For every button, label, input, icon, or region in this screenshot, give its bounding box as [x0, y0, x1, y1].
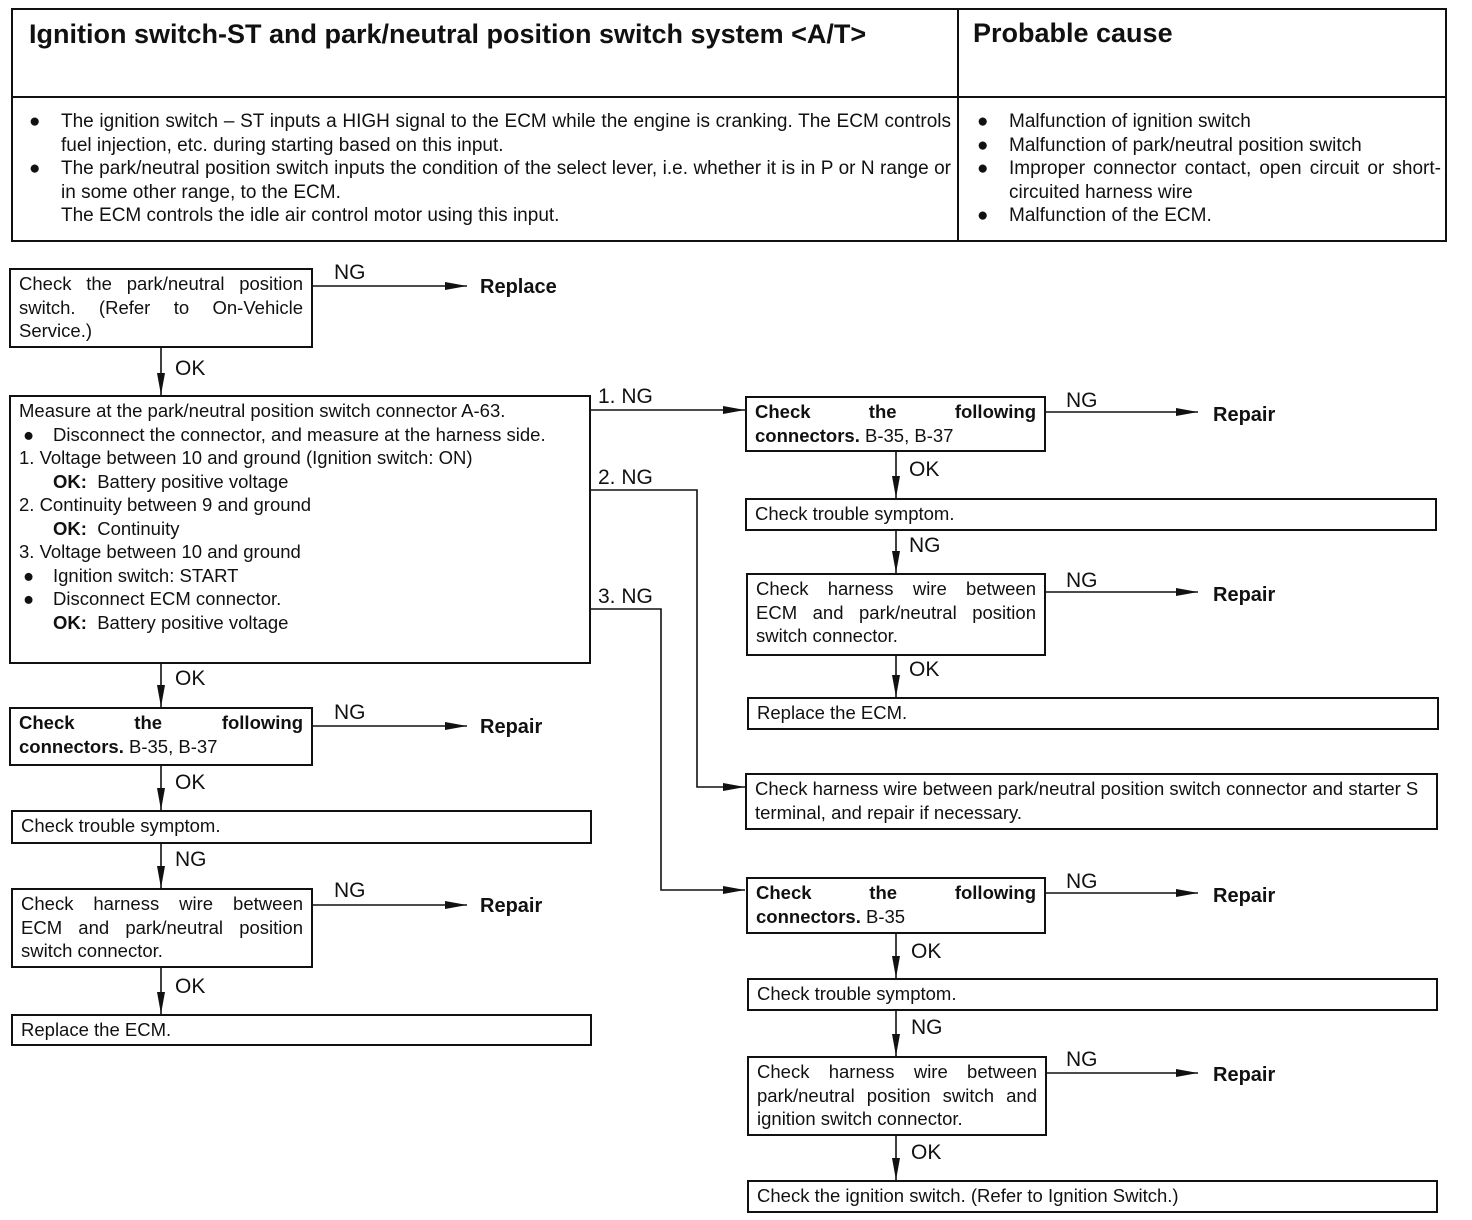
- repair-result: Repair: [1213, 885, 1276, 907]
- bullet-icon: ●: [977, 134, 989, 156]
- measure-bullet: ● Disconnect ECM connector.: [23, 588, 282, 609]
- check-harness-ecm-box: Check harness wire between ECM and park/neutral position switch connector.: [11, 888, 313, 968]
- measure-step-2: 2. Continuity between 9 and ground: [19, 494, 312, 515]
- measure-connector-box: [9, 395, 591, 664]
- branch2-check-harness-starter-box: Check harness wire between park/neutral position switch connector and starter S terminal, and repair if necessary.: [745, 773, 1438, 830]
- measure-step-1-ok: OK: Battery positive voltage: [53, 470, 289, 492]
- bullet-icon: ●: [23, 588, 35, 609]
- repair-result: Repair: [1213, 404, 1276, 426]
- check-connectors-box: Check the following connectors. B-35, B-37: [9, 707, 313, 766]
- bullet-icon: ●: [29, 158, 41, 179]
- branch3-check-trouble-box: Check trouble symptom.: [747, 978, 1438, 1011]
- bullet-icon: ●: [977, 205, 989, 226]
- repair-result: Repair: [480, 716, 543, 738]
- measure-step-2-ok: OK: Continuity: [53, 517, 180, 539]
- branch1-replace-ecm-box: Replace the ECM.: [747, 697, 1439, 730]
- description-item: ● The ignition switch – ST inputs a HIGH signal to the ECM while the engine is cranking. The ECM controls fuel injection, etc. during starting based on this input.: [29, 111, 951, 156]
- cause-item: ● Malfunction of park/neutral position switch: [977, 134, 1362, 156]
- bullet-icon: ●: [977, 111, 989, 132]
- branch-2-arrow: [591, 490, 745, 787]
- repair-result: Repair: [480, 895, 543, 917]
- bullet-icon: ●: [23, 423, 35, 445]
- ng1-label: 1. NG: [598, 385, 653, 408]
- ng-label: NG: [1066, 870, 1098, 893]
- description-item: ● The park/neutral position switch inputs the condition of the select lever, i.e. whether it is in P or N range or in some other range, to the ECM. The ECM controls the idle air control motor using this input.: [29, 158, 951, 226]
- cause-item: ● Malfunction of the ECM.: [977, 205, 1212, 226]
- check-pn-switch-box: Check the park/neutral position switch. (Refer to On-Vehicle Service.): [9, 268, 313, 348]
- measure-title: Measure at the park/neutral position switch connector A-63.: [19, 400, 506, 421]
- ok-label: OK: [175, 667, 206, 690]
- bullet-icon: ●: [29, 111, 41, 132]
- measure-bullet: ● Ignition switch: START: [23, 564, 239, 586]
- ng-label: NG: [1066, 1048, 1098, 1071]
- probable-cause-title: Probable cause: [973, 18, 1173, 48]
- ok-label: OK: [911, 940, 942, 963]
- bullet-icon: ●: [977, 158, 989, 179]
- branch-3-arrow: [591, 609, 745, 890]
- measure-step-3-ok: OK: Battery positive voltage: [53, 611, 289, 633]
- ng-label: NG: [334, 879, 366, 902]
- ok-label: OK: [909, 658, 940, 681]
- repair-result: Repair: [1213, 1064, 1276, 1086]
- bullet-icon: ●: [23, 564, 35, 586]
- branch1-check-trouble-box: Check trouble symptom.: [745, 498, 1437, 531]
- ng-label: NG: [334, 701, 366, 724]
- ng-label: NG: [1066, 569, 1098, 592]
- replace-ecm-box: Replace the ECM.: [11, 1014, 592, 1046]
- ok-label: OK: [175, 771, 206, 794]
- ng2-label: 2. NG: [598, 466, 653, 489]
- repair-result: Repair: [1213, 584, 1276, 606]
- cause-item: ● Malfunction of ignition switch: [977, 111, 1251, 132]
- replace-result: Replace: [480, 276, 557, 298]
- system-title: Ignition switch-ST and park/neutral position switch system <A/T>: [29, 19, 867, 49]
- measure-step-1: 1. Voltage between 10 and ground (Ignition switch: ON): [19, 447, 473, 468]
- measure-bullet: ● Disconnect the connector, and measure at the harness side.: [23, 423, 546, 445]
- branch1-check-harness-box: Check harness wire between ECM and park/neutral position switch connector.: [746, 573, 1046, 656]
- ng-label: NG: [334, 261, 366, 284]
- ok-label: OK: [909, 458, 940, 481]
- ok-label: OK: [911, 1141, 942, 1164]
- ng-label: NG: [909, 534, 941, 557]
- ng3-label: 3. NG: [598, 585, 653, 608]
- ok-label: OK: [175, 975, 206, 998]
- cause-item: ● Improper connector contact, open circuit or short-circuited harness wire: [977, 158, 1441, 203]
- measure-step-3: 3. Voltage between 10 and ground: [19, 541, 301, 562]
- branch3-check-ignition-box: Check the ignition switch. (Refer to Ignition Switch.): [747, 1180, 1438, 1213]
- ng-label: NG: [1066, 389, 1098, 412]
- ok-label: OK: [175, 357, 206, 380]
- branch3-check-connectors-box: Check the following connectors. B-35: [746, 877, 1046, 934]
- ng-label: NG: [911, 1016, 943, 1039]
- check-trouble-symptom-box: Check trouble symptom.: [11, 810, 592, 844]
- branch3-check-harness-box: Check harness wire between park/neutral position switch and ignition switch connector.: [747, 1056, 1047, 1136]
- ng-label: NG: [175, 848, 207, 871]
- branch1-check-connectors-box: Check the following connectors. B-35, B-37: [745, 396, 1046, 452]
